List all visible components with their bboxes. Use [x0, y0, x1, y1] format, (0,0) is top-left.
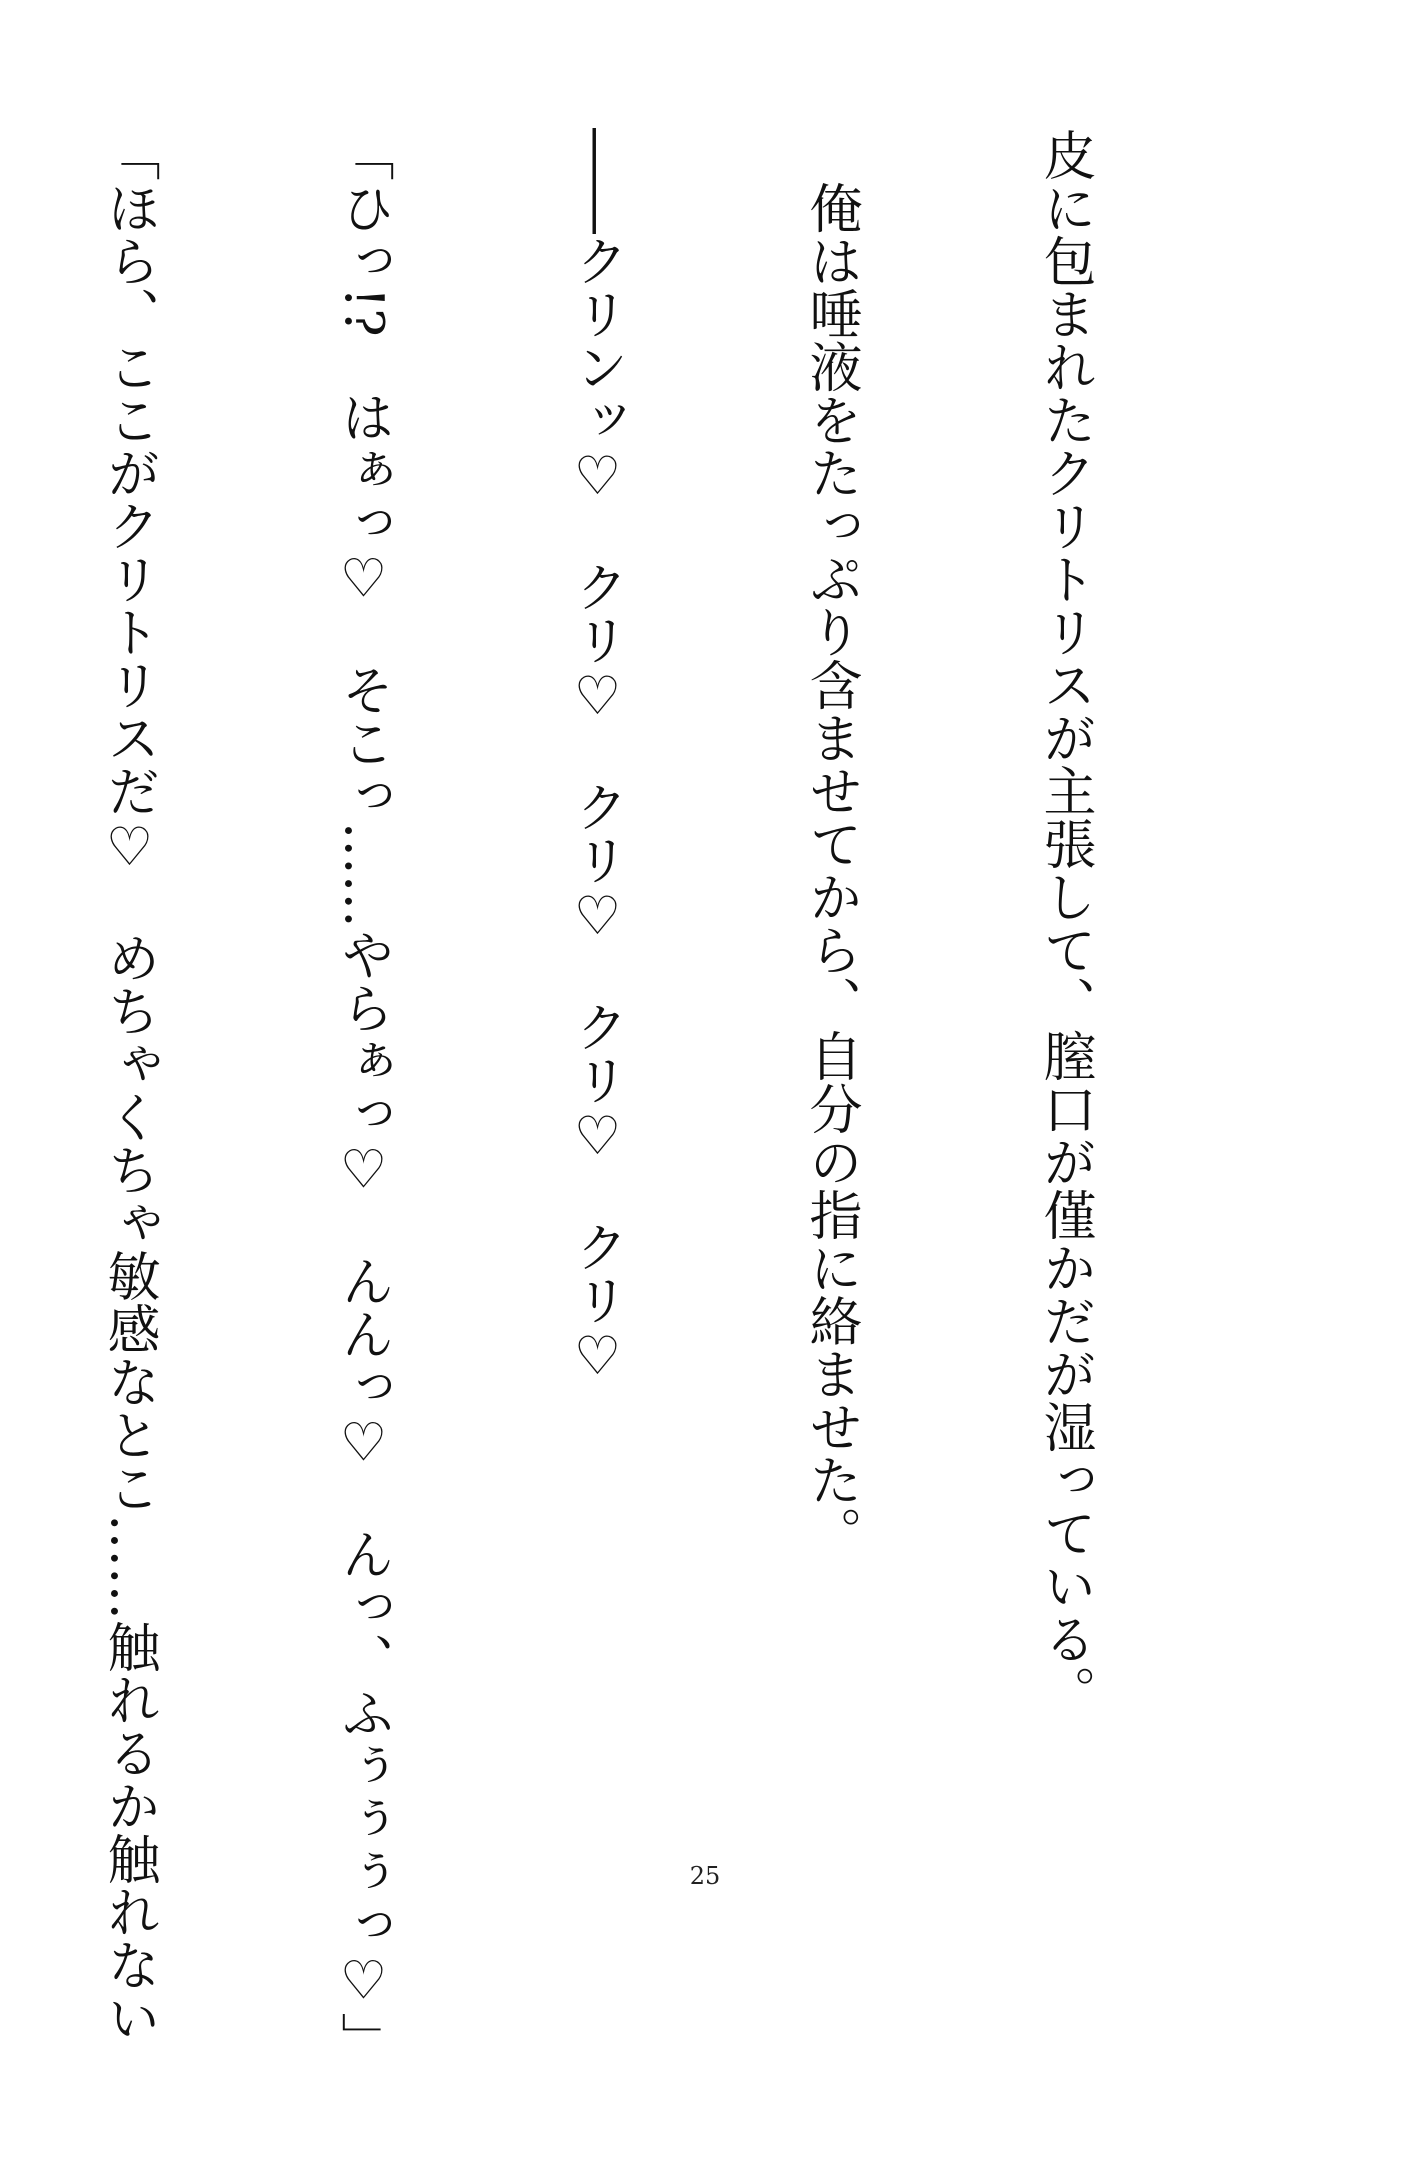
text-line: ――クリンッ♡ クリ♡ クリ♡ クリ♡ クリ♡: [567, 128, 628, 1387]
body-text: [0, 128, 1260, 2065]
text-line: 皮に包まれたクリトリスが主張して、膣口が僅かだが湿っている。: [1035, 128, 1096, 1718]
text-line: 「ひっ!? はぁっ♡ そこっ……やらぁっ♡ んんっ♡ んっ、ふぅぅぅっ♡」: [333, 128, 394, 2065]
text-line: 俺は唾液をたっぷり含ませてから、自分の指に絡ませた。: [801, 128, 862, 1559]
text-line: 「ほら、ここがクリトリスだ♡ めちゃくちゃ敏感なとこ……触れるか触れない: [99, 128, 160, 2044]
page-number: 25: [689, 1862, 721, 1890]
